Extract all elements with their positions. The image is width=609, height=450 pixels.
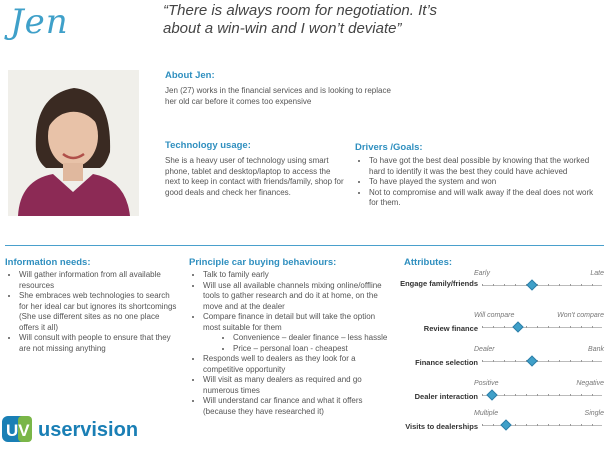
technology-text: She is a heavy user of technology using smart phone, tablet and desktop/laptop to access the next to keep in contact with friends/family, shop for good deals and check her finances. [165,156,344,197]
scale-right-label: Late [590,270,604,277]
list-item: • She embraces web technologies to search for her ideal car but ignores its shortcomings (She use different sites as no one place offers it all) [19,291,177,333]
info-needs-title: Information needs: [5,257,91,268]
list-item: • Will gather information from all available resources [19,270,177,291]
attribute-row [400,270,604,290]
scale-left-label: Positive [474,380,499,387]
attribute-name: Review finance [423,324,478,333]
behaviours-list [189,270,394,417]
scale-ticks [482,360,602,362]
list-item: • Will understand car finance and what it offers (because they have researched it) [203,396,394,417]
attributes-title: Attributes: [404,257,453,268]
attribute-row [404,312,604,332]
scale-left-label: Early [474,270,490,277]
about-text: Jen (27) works in the financial services and is looking to replace her old car before it comes too expensive [165,86,391,106]
scale-right-label: Negative [576,380,604,387]
attribute-row [404,346,604,366]
list-item: • To have played the system and won [369,177,600,188]
scale-right-label: Single [584,410,604,417]
list-item: • To have got the best deal possible by knowing that the worked hard to identify it was the best they could have achieved [369,156,600,177]
behaviours-title: Principle car buying behaviours: [189,257,337,268]
scale-left-label: Will compare [474,312,515,319]
about-title: About Jen: [165,70,215,81]
technology-title: Technology usage: [165,140,251,151]
list-item: • Not to compromise and will walk away if the deal does not work for them. [369,188,600,209]
logo-text: uservision [38,419,139,441]
drivers-title: Drivers /Goals: [355,142,423,153]
persona-quote: “There is always room for negotiation. It’s about a win-win and I won’t deviate” [163,2,438,37]
scale-marker-icon [527,355,538,366]
logo-mark: UV [6,421,30,440]
list-item: • Compare finance in detail but will take the option most suitable for them [203,312,394,333]
scale-marker-icon [512,321,523,332]
drivers-list [355,156,600,209]
scale-marker-icon [500,419,511,430]
scale-left-label: Dealer [474,346,495,353]
list-item: • Convenience – dealer finance – less hassle [233,333,394,344]
scale-marker-icon [527,279,538,290]
attribute-name: Engage family/friends [400,279,478,288]
attribute-name: Finance selection [415,358,478,367]
scale-ticks [482,326,602,328]
scale-right-label: Won't compare [557,312,604,319]
attribute-row [404,380,604,400]
scale-ticks [482,284,602,286]
attribute-name: Dealer interaction [414,392,478,401]
list-item: • Price – personal loan - cheapest [233,344,394,355]
persona-photo [8,70,139,216]
list-item: • Talk to family early [203,270,394,281]
scale-right-label: Bank [588,346,604,353]
attribute-row [404,410,604,430]
list-item: • Will visit as many dealers as required and go numerous times [203,375,394,396]
attribute-name: Visits to dealerships [405,422,478,431]
list-item: • Will consult with people to ensure that they are not missing anything [19,333,177,354]
scale-ticks [482,394,602,396]
persona-name: Jen [10,2,69,42]
scale-left-label: Multiple [474,410,499,417]
section-divider [5,245,604,246]
info-needs-list [5,270,177,354]
list-item: • Responds well to dealers as they look for a competitive opportunity [203,354,394,375]
scale-marker-icon [486,389,497,400]
list-item: • Will use all available channels mixing online/offline tools to gather research and do it at home, on the move and at the dealer [203,281,394,313]
uservision-logo [0,413,160,450]
